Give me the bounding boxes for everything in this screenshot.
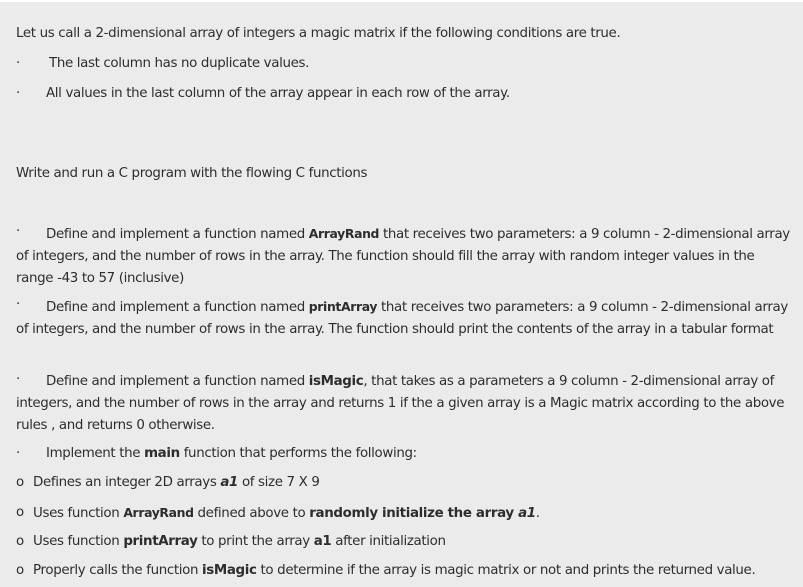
fn-name-array-rand: ArrayRand: [123, 505, 194, 520]
main-step-2-end: .: [535, 506, 540, 521]
item-is-magic-pre: Define and implement a function named: [46, 374, 309, 389]
main-step-3-pre: Uses function: [33, 534, 124, 549]
main-step-4-pre: Properly calls the function: [33, 563, 203, 578]
item-array-rand-post: that receives two parameters: a 9 column - 2-dimensional array of integers, and the number of rows in the array. The function should fill the array with random integer values in the range -43 to 57 (inclusive): [16, 227, 790, 286]
bullet-marker: ·: [16, 56, 20, 71]
fn-name-print-array: printArray: [308, 299, 378, 314]
bullet-marker: ·: [16, 86, 20, 101]
bullet-marker: ·: [16, 224, 20, 239]
item-is-magic-post: , that takes as a parameters a 9 column - 2-dimensional array of integers, and the number of rows in the array and returns 1 if the a given array is a Magic matrix according to the above rules , and returns 0 otherwise.: [16, 374, 785, 433]
fn-name-array-rand: ArrayRand: [308, 226, 380, 241]
bullet-marker: ·: [16, 446, 20, 461]
item-print-array-post: that receives two parameters: a 9 column - 2-dimensional array of integers, and the number of rows in the array. The function should print the contents of the array in a tabular format: [16, 300, 788, 337]
item-print-array-pre: Define and implement a function named: [46, 300, 309, 315]
main-step-1-post: of size 7 X 9: [238, 475, 320, 490]
main-step-1: [33, 474, 320, 492]
fn-name-is-magic: isMagic: [202, 563, 257, 578]
bullet-marker: ·: [16, 297, 20, 312]
item-print-array: [16, 296, 794, 341]
sub-bullet-marker: o: [16, 534, 24, 549]
main-step-4-post: to determine if the array is magic matrix or not and prints the returned value.: [256, 563, 756, 578]
main-step-2-pre: Uses function: [33, 506, 124, 521]
sub-bullet-marker: o: [16, 505, 24, 520]
main-step-2: [33, 504, 540, 523]
fn-name-print-array: printArray: [123, 534, 198, 549]
item-is-magic: [16, 371, 794, 437]
var-a1: a1: [220, 475, 239, 490]
main-step-3-post: after initialization: [331, 534, 446, 549]
fn-name-is-magic: isMagic: [308, 374, 364, 389]
main-step-1-pre: Defines an integer 2D arrays: [33, 475, 221, 490]
sub-bullet-marker: o: [16, 475, 24, 490]
condition-2: All values in the last column of the array appear in each row of the array.: [46, 86, 510, 101]
item-main-post: function that performs the following:: [179, 446, 417, 461]
fn-name-main: main: [144, 446, 180, 461]
intro-text: Let us call a 2-dimensional array of integers a magic matrix if the following conditions are true.: [16, 26, 621, 41]
sub-bullet-marker: o: [16, 563, 24, 578]
condition-1: The last column has no duplicate values.: [49, 56, 310, 71]
bullet-marker: ·: [16, 372, 20, 387]
task-heading: Write and run a C program with the flowing C functions: [16, 166, 368, 181]
main-step-4: [33, 562, 755, 580]
item-array-rand: [16, 223, 794, 290]
main-step-2-mid: defined above to: [193, 506, 310, 521]
main-step-3-mid: to print the array: [197, 534, 314, 549]
var-a1: a1: [518, 506, 536, 521]
main-step-2-bold: randomly initialize the array: [309, 506, 519, 521]
item-array-rand-pre: Define and implement a function named: [46, 227, 309, 242]
var-a1: a1: [313, 534, 332, 549]
item-main-pre: Implement the: [46, 446, 145, 461]
main-step-3: [33, 533, 446, 551]
item-main: [46, 445, 417, 463]
